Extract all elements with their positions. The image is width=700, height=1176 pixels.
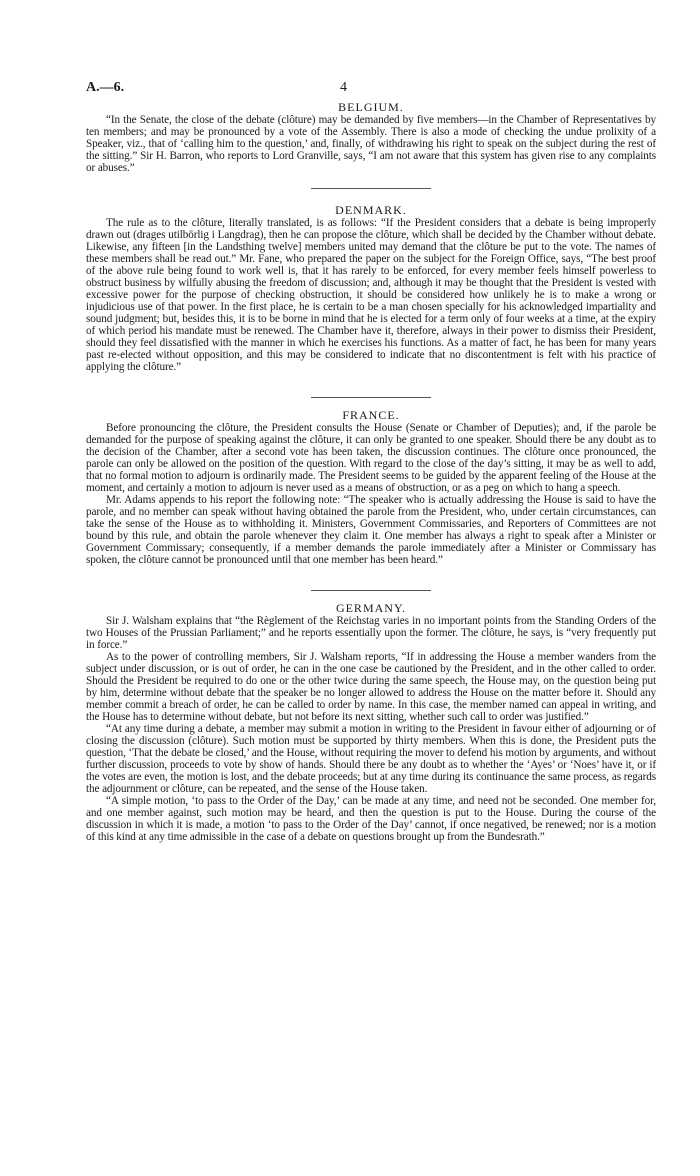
paragraph: Mr. Adams appends to his report the following note: “The speaker who is actually addressing the House is said to have the parole, and no member can speak without having obtained the parole from the President, who, under certain circumstances, can take the sense of the House as to withholding it. Ministers, Government Commissaries, and Reporters of Committees are not bound by this rule, and obtain the parole whenever they claim it. One member has always a right to speak after a Minister or Government Commissary; consequently, if a member demands the parole immediately after a Minister or Commissary has spoken, the clôture cannot be pronounced until that one member has been heard.”: [86, 494, 656, 566]
section-heading: BELGIUM.: [338, 100, 404, 114]
section-belgium: [86, 100, 656, 174]
document-body: [86, 100, 656, 843]
paragraph: Before pronouncing the clôture, the President consults the House (Senate or Chamber of Deputies); and, if the parole be demanded for the purpose of speaking against the clôture, it can only be granted to one speaker. Should there be any doubt as to the decision of the Chamber, after a second vote has been taken, the discussion continues. The clôture once pronounced, the parole can only be allowed on the position of the question. With regard to the close of the day’s sitting, it may be as well to add, that no formal motion to adjourn is ordinarily made. The President seems to be guided by the apparent feeling of the House at the moment, and certainly a motion to adjourn is never used as a means of obstruction, or as a peg on which to hang a speech.: [86, 422, 656, 494]
section-france: [86, 408, 656, 566]
paragraph: As to the power of controlling members, Sir J. Walsham reports, “If in addressing the House a member wanders from the subject under discussion, or is out of order, he can in the one case be cautioned by the President, and in the other called to order. Should the President be required to do one or the other twice during the same speech, the House may, on the question being put by him, determine without debate that the speaker be no longer allowed to address the House on the matter before it. Should any member commit a breach of order, he can be called to order by name. In this case, the member named can appeal in writing, and the House has to determine without debate, but not before its next sitting, whether such call to order was justified.”: [86, 651, 656, 723]
section-heading: GERMANY.: [335, 601, 407, 615]
section-heading: FRANCE.: [342, 408, 400, 422]
paragraph: Sir J. Walsham explains that “the Règlement of the Reichstag varies in no important points from the Standing Orders of the two Houses of the Prussian Parliament;” and he reports essentially upon the former. The clôture, he says, is “very frequently put in force.”: [86, 615, 656, 651]
page-header: [86, 80, 656, 98]
page-number: 4: [340, 80, 347, 95]
section-germany: [86, 601, 656, 843]
section-heading: DENMARK.: [335, 203, 407, 217]
paragraph: “A simple motion, ‘to pass to the Order of the Day,’ can be made at any time, and need not be seconded. One member for, and one member against, such motion may be heard, and then the question is put to the House. During the course of the discussion in which it is made, a motion ‘to pass to the Order of the Day’ cannot, if once negatived, be renewed; nor is a motion of this kind at any time admissible in the case of a debate on questions brought up from the Bundesrath.”: [86, 795, 656, 843]
paragraph: “In the Senate, the close of the debate (clôture) may be demanded by five members—in the Chamber of Representatives by ten members; and may be pronounced by a vote of the Assembly. There is also a mode of checking the undue prolixity of a Speaker, viz., that of ‘calling him to the question,’ and, finally, of withdrawing his right to speak on the subject during the rest of the sitting.” Sir H. Barron, who reports to Lord Granville, says, “I am not aware that this system has given rise to any complaints or abuses.”: [86, 114, 656, 174]
document-reference: A.—6.: [86, 80, 125, 95]
section-denmark: [86, 203, 656, 373]
paragraph: The rule as to the clôture, literally translated, is as follows: “If the President considers that a debate is being improperly drawn out (drages utilbörlig i Langdrag), then he can propose the clôture, which shall be decided by the Chamber without debate. Likewise, any fifteen [in the Landsthing twelve] members united may demand that the clôture be put to the vote. The names of these members shall be read out.” Mr. Fane, who prepared the paper on the subject for the Foreign Office, says, “The best proof of the above rule being found to work well is, that it has rarely to be enforced, for every member feels himself powerless to obstruct business by wilfully abusing the freedom of discussion; and, although it may be thought that the President is vested with excessive power for the purpose of checking obstruction, it should be considered how unlikely he is to make a wrong or injudicious use of that power. In the first place, he is certain to be a man chosen specially for his acknowledged impartiality and sound judgment; but, besides this, it is to be borne in mind that he is elected for a term only of four weeks at a time, at the expiry of which period his mandate must be renewed. The Chamber have it, therefore, always in their power to dismiss their President, should they feel dissatisfied with the manner in which he exercises his functions. As a matter of fact, he has been for many years past re-elected without opposition, and this may be considered to indicate that no discontentment is felt with his practice of applying the clôture.”: [86, 217, 656, 373]
paragraph: “At any time during a debate, a member may submit a motion in writing to the President in favour either of adjourning or of closing the discussion (clôture). Such motion must be supported by thirty members. When this is done, the President puts the question, ‘That the debate be closed,’ and the House, without requiring the mover to defend his motion by arguments, and without further discussion, proceeds to vote by show of hands. Should there be any doubt as to whether the ‘Ayes’ or ‘Noes’ have it, or if the votes are even, the motion is lost, and the debate proceeds; but at any time during its continuance the same process, as regards the adjournment or clôture, can be repeated, and the sense of the House taken.: [86, 723, 656, 795]
